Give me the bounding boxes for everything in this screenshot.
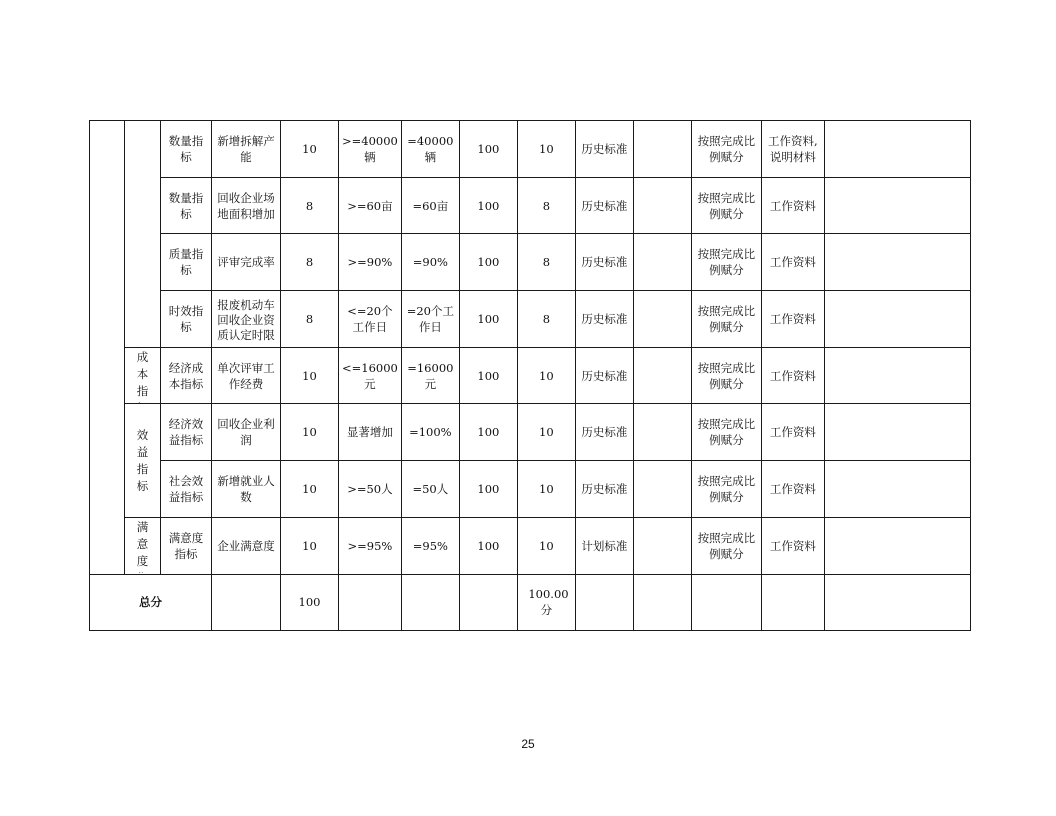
annual-target-cell: >=95% — [339, 517, 402, 574]
score-cell: 10 — [517, 121, 575, 178]
standard-cell: 历史标准 — [575, 461, 633, 518]
table-row — [90, 121, 971, 178]
level2-indicator-cell: 数量指标 — [161, 121, 212, 178]
level3-indicator-cell: 评审完成率 — [212, 234, 281, 291]
total-weight-cell: 100 — [281, 574, 339, 631]
empty-cell — [212, 574, 281, 631]
weight-cell: 8 — [281, 234, 339, 291]
level2-indicator-cell: 数量指标 — [161, 177, 212, 234]
score-cell: 8 — [517, 177, 575, 234]
standard-cell: 历史标准 — [575, 177, 633, 234]
actual-value-cell: =50人 — [401, 461, 459, 518]
actual-value-cell: =16000元 — [401, 347, 459, 404]
level2-indicator-cell: 社会效益指标 — [161, 461, 212, 518]
standard-cell: 历史标准 — [575, 121, 633, 178]
score-cell: 8 — [517, 291, 575, 348]
table-row — [90, 234, 971, 291]
level2-indicator-cell: 经济成本指标 — [161, 347, 212, 404]
note-cell — [633, 121, 691, 178]
level1-indicator-cell — [125, 404, 161, 517]
table-row — [90, 291, 971, 348]
evidence-cell: 工作资料 — [761, 234, 824, 291]
evidence-cell: 工作资料 — [761, 517, 824, 574]
evidence-cell: 工作资料 — [761, 177, 824, 234]
note-cell — [633, 291, 691, 348]
evidence-cell: 工作资料 — [761, 291, 824, 348]
level1-indicator-cell — [125, 517, 161, 574]
actual-value-cell: =95% — [401, 517, 459, 574]
weight-cell: 10 — [281, 121, 339, 178]
annual-target-cell: <=20个工作日 — [339, 291, 402, 348]
level2-indicator-cell: 时效指标 — [161, 291, 212, 348]
weight-cell: 8 — [281, 177, 339, 234]
level1-indicator-text: 满意度 — [136, 520, 149, 569]
completion-rate-cell: 100 — [459, 121, 517, 178]
level3-indicator-cell: 回收企业利润 — [212, 404, 281, 461]
standard-cell: 计划标准 — [575, 517, 633, 574]
total-row — [90, 574, 971, 631]
page-number: 25 — [521, 737, 535, 751]
table-row — [90, 347, 971, 404]
scoring-method-cell: 按照完成比例赋分 — [691, 121, 761, 178]
scoring-method-cell: 按照完成比例赋分 — [691, 347, 761, 404]
evidence-cell: 工作资料,说明材料 — [761, 121, 824, 178]
empty-cell — [824, 347, 970, 404]
completion-rate-cell: 100 — [459, 404, 517, 461]
empty-cell — [824, 234, 970, 291]
empty-cell — [824, 461, 970, 518]
score-cell: 10 — [517, 517, 575, 574]
completion-rate-cell: 100 — [459, 291, 517, 348]
empty-cell — [401, 574, 459, 631]
level1-indicator-text: 效益指标 — [136, 427, 149, 493]
empty-cell — [691, 574, 761, 631]
annual-target-cell: <=16000元 — [339, 347, 402, 404]
total-label-cell: 总分 — [90, 574, 212, 631]
score-cell: 10 — [517, 404, 575, 461]
actual-value-cell: =40000辆 — [401, 121, 459, 178]
actual-value-cell: =90% — [401, 234, 459, 291]
annual-target-cell: 显著增加 — [339, 404, 402, 461]
table-row — [90, 404, 971, 461]
level1-indicator-cell — [125, 347, 161, 404]
level3-indicator-cell: 新增拆解产能 — [212, 121, 281, 178]
standard-cell: 历史标准 — [575, 234, 633, 291]
weight-cell: 10 — [281, 347, 339, 404]
note-cell — [633, 461, 691, 518]
scoring-method-cell: 按照完成比例赋分 — [691, 517, 761, 574]
empty-cell — [824, 574, 970, 631]
performance-indicator-table — [89, 120, 971, 631]
standard-cell: 历史标准 — [575, 347, 633, 404]
note-cell — [633, 177, 691, 234]
empty-cell — [824, 517, 970, 574]
level2-indicator-cell: 质量指标 — [161, 234, 212, 291]
empty-cell — [339, 574, 402, 631]
standard-cell: 历史标准 — [575, 291, 633, 348]
empty-cell — [459, 574, 517, 631]
level3-indicator-cell: 回收企业场地面积增加 — [212, 177, 281, 234]
weight-cell: 8 — [281, 291, 339, 348]
scoring-method-cell: 按照完成比例赋分 — [691, 177, 761, 234]
note-cell — [633, 347, 691, 404]
annual-target-cell: >=40000辆 — [339, 121, 402, 178]
table-row — [90, 461, 971, 518]
completion-rate-cell: 100 — [459, 234, 517, 291]
table-row — [90, 177, 971, 234]
score-cell: 10 — [517, 461, 575, 518]
empty-cell — [761, 574, 824, 631]
total-score-cell — [517, 574, 575, 631]
level3-indicator-text: 报废机动车回收企业资质认定时限 — [217, 298, 275, 343]
table-row — [90, 517, 971, 574]
actual-value-cell: =60亩 — [401, 177, 459, 234]
evidence-cell: 工作资料 — [761, 404, 824, 461]
weight-cell: 10 — [281, 404, 339, 461]
level1-output-indicator-cell — [90, 121, 125, 575]
empty-cell — [824, 404, 970, 461]
evidence-cell: 工作资料 — [761, 347, 824, 404]
completion-rate-cell: 100 — [459, 517, 517, 574]
completion-rate-cell: 100 — [459, 177, 517, 234]
level1-indicator-text: 成本指 — [136, 350, 149, 399]
note-cell — [633, 517, 691, 574]
level1-indicator-cell — [125, 121, 161, 348]
scoring-method-cell: 按照完成比例赋分 — [691, 291, 761, 348]
level3-indicator-cell: 单次评审工作经费 — [212, 347, 281, 404]
level3-indicator-cell: 企业满意度 — [212, 517, 281, 574]
total-score-text: 100.00分 — [528, 587, 569, 618]
weight-cell: 10 — [281, 517, 339, 574]
weight-cell: 10 — [281, 461, 339, 518]
actual-value-cell: =100% — [401, 404, 459, 461]
level2-indicator-cell: 满意度指标 — [161, 517, 212, 574]
evidence-cell: 工作资料 — [761, 461, 824, 518]
scoring-method-cell: 按照完成比例赋分 — [691, 461, 761, 518]
scoring-method-cell: 按照完成比例赋分 — [691, 234, 761, 291]
score-cell: 10 — [517, 347, 575, 404]
level3-indicator-cell — [212, 291, 281, 348]
annual-target-cell: >=50人 — [339, 461, 402, 518]
note-cell — [633, 404, 691, 461]
completion-rate-cell: 100 — [459, 461, 517, 518]
empty-cell — [824, 177, 970, 234]
score-cell: 8 — [517, 234, 575, 291]
scoring-method-cell: 按照完成比例赋分 — [691, 404, 761, 461]
level2-indicator-cell: 经济效益指标 — [161, 404, 212, 461]
annual-target-cell: >=90% — [339, 234, 402, 291]
empty-cell — [633, 574, 691, 631]
standard-cell: 历史标准 — [575, 404, 633, 461]
actual-value-cell: =20个工作日 — [401, 291, 459, 348]
empty-cell — [824, 121, 970, 178]
annual-target-cell: >=60亩 — [339, 177, 402, 234]
level3-indicator-cell: 新增就业人数 — [212, 461, 281, 518]
empty-cell — [824, 291, 970, 348]
note-cell — [633, 234, 691, 291]
completion-rate-cell: 100 — [459, 347, 517, 404]
empty-cell — [575, 574, 633, 631]
